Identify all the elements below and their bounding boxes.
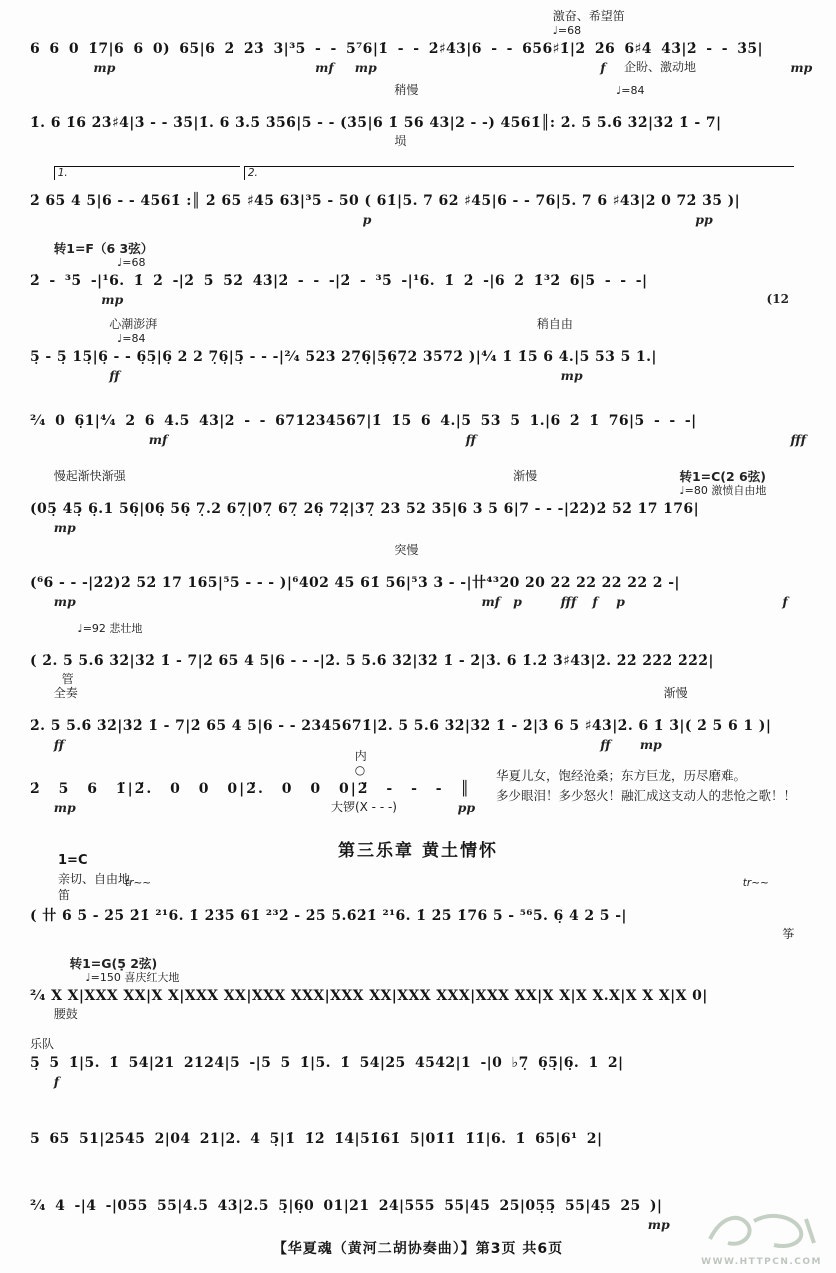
annotation-text: (12 — [766, 292, 789, 306]
line-dynamics — [30, 293, 822, 311]
expression-marking: 心潮澎湃 — [109, 317, 158, 331]
line-annotations — [30, 84, 822, 112]
key-change: 转1=G(5̣ 2弦) — [69, 956, 158, 971]
notation-line: (05̣ 45̣ 6̣.1 56̣|06̣ 56̣ 7̣.2 67̣|07̣ 67̣ 26̣ 72̣|37̣ 23 52 35|6 3 5 6|7 - - -|2̇2̇)2̇ 52̇ 17 176| — [30, 501, 700, 517]
dynamic-marking: fff — [560, 594, 577, 609]
music-line-6 — [30, 382, 822, 451]
volta-bracket: 1. — [54, 166, 240, 180]
line-annotations — [30, 318, 822, 346]
dynamic-marking: mp — [354, 60, 377, 75]
line-dynamics — [30, 521, 822, 539]
lyric-caption — [496, 766, 826, 806]
line-annotations — [30, 544, 822, 572]
movement-title: 第三乐章 黄土情怀 — [338, 841, 498, 861]
tempo-marking: ♩=92 悲壮地 — [77, 622, 143, 635]
expression-marking: 亲切、自由地 — [58, 872, 131, 886]
line-annotations — [30, 877, 822, 905]
ornament-trill: tr~~ — [125, 877, 152, 889]
line-annotations — [30, 687, 822, 715]
dynamic-marking: fff — [790, 432, 807, 447]
dynamic-marking: f — [600, 60, 606, 75]
expression-marking: 筝 — [782, 927, 795, 941]
expression-marking: 全奏 — [53, 686, 78, 700]
tempo-marking: ♩=68 — [117, 256, 146, 269]
lyric-caption-line2: 多少眼泪！多少怒火！融汇成这支动人的悲怆之歌！！ — [496, 788, 797, 803]
music-line-7 — [30, 470, 822, 539]
dynamic-marking: ff — [109, 368, 120, 383]
dynamic-marking: mp — [53, 800, 76, 815]
expression-marking: ○ — [354, 763, 366, 777]
tempo-marking: ♩=84 — [117, 332, 146, 345]
dynamic-marking: mf — [315, 60, 334, 75]
dynamic-marking: mp — [53, 594, 76, 609]
dynamic-marking: mp — [790, 60, 813, 75]
dynamic-marking: mp — [93, 60, 116, 75]
music-line-13 — [30, 957, 822, 1026]
key-change: 转1=C(2 6弦) — [679, 469, 766, 484]
expression-marking: 企盼、激动地 — [624, 60, 697, 74]
dynamic-marking: p — [616, 594, 625, 609]
expression-marking: 内 — [354, 749, 367, 763]
notation-line: 5̣ - 5̣ 15̣|6̣ - - 6̣5̣|6̣ 2 2 7̣6̣|5̣ - - -|²⁄₄ 523 27̣6̣|5̣6̣7̣2 3572̇ )|⁴⁄₄ 1̇ 1̇5 6 4.|5 53 5 1.| — [30, 349, 657, 365]
tempo-marking: ♩=68 — [552, 24, 582, 37]
dynamic-marking: mp — [101, 292, 124, 307]
dynamic-marking: ff — [465, 432, 476, 447]
music-line-2 — [30, 84, 822, 153]
dynamic-marking: pp — [695, 212, 713, 227]
line-annotations — [30, 382, 822, 410]
watermark-logo — [702, 1209, 822, 1253]
watermark-url: WWW.HTTPCN.COM — [701, 1257, 822, 1267]
line-dynamics — [30, 213, 822, 231]
key-change: 转1=F（6 3弦） — [53, 241, 154, 256]
key-signature: 1=C — [58, 853, 88, 868]
line-annotations — [30, 10, 822, 38]
ornament-trill: tr~~ — [742, 877, 769, 889]
instrument-label: 笛 — [58, 888, 71, 902]
dynamic-marking: p — [362, 212, 372, 227]
notation-line: ²⁄₄ X X|XXX XX|X X|XXX XX|XXX XXX|XXX XX|XXX XXX|XXX XX|X X|X X.X|X X X|X 0| — [30, 988, 708, 1004]
page-footer: 【华夏魂（黄河二胡协奏曲）】第3页 共6页 — [272, 1241, 564, 1257]
expression-marking: 管 — [61, 672, 74, 686]
notation-line: ( 2̇. 5 5.6̇ 3̇2̇|3̇2̇ 1̇ - 7|2̇ 65 4 5|6 - - -|2̇. 5 5.6̇ 3̇2̇|3̇2̇ 1̇ - 2̇|3̇. 6 1̇.2̇ 3̇♯4̇3|2̇. 2̇2̇ 2̇2̇2̇ 2̇2̇2̇| — [30, 653, 714, 669]
volta-bracket: 2. — [244, 166, 794, 180]
line-dynamics — [30, 595, 822, 613]
dynamic-marking: p — [513, 594, 522, 609]
line-annotations — [30, 470, 822, 498]
notation-line: 6 6 0 1̇7|6 6 0) 65|6 2̇ 2̇3̇ 3|³5 - - 5⁷6|1̇ - - 2̇♯4̇3|6 - - 656♯1̇|2̇ 2̇6 6♯4̇ 4̇3̇|2̇ - - 3̇5̇| — [30, 41, 764, 57]
notation-line: 2̇ 65 4 5|6 - - 4561̇ :║ 2̇ 65 ♯45 63|³5 - 50 ( 61̇|5. 7 62 ♯45|6 - - 76|5. 7 6 ♯43|2 0 72̇ 3̇5̇ )| — [30, 193, 741, 209]
tempo-marking: ♩=150 喜庆红大地 — [85, 971, 180, 984]
line-annotations — [30, 1024, 822, 1052]
dynamic-marking: f — [782, 594, 788, 609]
line-annotations — [30, 1100, 822, 1128]
watermark — [632, 1209, 822, 1267]
lyric-caption-line1: 华夏儿女，饱经沧桑；东方巨龙，历尽磨难。 — [496, 768, 747, 783]
expression-marking: 突慢 — [394, 543, 419, 557]
music-line-3 — [30, 162, 822, 231]
dynamic-marking: pp — [457, 800, 476, 815]
notation-line: 2̇ 5 6 1̈|2̈. 0 0 0|2̈. 0 0 0|2̈ - - - ║ — [30, 781, 471, 797]
notation-line: 5 65 51|2545 2|04 21|2. 4 5̣|1̇ 1̇2̇ 1̇4|51̇61̇ 5|01̇1̇ 1̇1̇|6. 1̇ 65|6¹ 2| — [30, 1131, 603, 1147]
expression-marking: 大锣(X - - -) — [330, 800, 397, 814]
music-line-10 — [30, 687, 822, 756]
notation-line: ( 卄 6̇ 5̇ - 2̇5̇ 2̇1̇ ²¹6. 1̇ 2̇3̇5̇ 61̇ ²³2̇ - 2̇5̇ 5̇.6̇2̇1̇ ²¹6. 1̇ 2̇5̇ 1̇76 5 - ⁵⁶5. 6̣ 4 2 5̇ -| — [30, 908, 627, 924]
notation-line: ²⁄₄ 4 -|4 -|055 55|4.5 43|2.5 5̣|6̣0 01|21 24|555 55|45 25|05̣5̣ 55|45 25 )| — [30, 1198, 663, 1214]
expression-marking: 腰鼓 — [53, 1007, 78, 1021]
music-line-12 — [30, 877, 822, 946]
tempo-marking: ♩=84 — [616, 84, 645, 97]
music-line-15 — [30, 1100, 822, 1169]
expression-marking: 渐慢 — [663, 686, 688, 700]
music-line-9 — [30, 622, 822, 691]
line-annotations — [30, 162, 822, 190]
music-line-8 — [30, 544, 822, 613]
line-dynamics — [30, 1075, 822, 1093]
dynamic-marking: f — [53, 1074, 60, 1089]
music-line-1 — [30, 10, 822, 79]
dynamic-marking: ff — [53, 737, 65, 752]
dynamic-marking: ff — [600, 737, 611, 752]
line-dynamics — [30, 61, 822, 79]
line-dynamics — [30, 135, 822, 153]
notation-line: 5̣ 5 1̇|5. 1̇ 54|21 2124|5 -|5 5 1̇|5. 1̇ 54|25 4542|1 -|0 ♭7̣ 6̣5̣|6̣. 1 2| — [30, 1055, 624, 1071]
line-annotations — [30, 242, 822, 270]
line-dynamics — [30, 433, 822, 451]
dynamic-marking: mf — [481, 594, 501, 609]
dynamic-marking: f — [592, 594, 598, 609]
expression-marking: 乐队 — [30, 1037, 55, 1051]
line-annotations — [30, 1167, 822, 1195]
music-line-5 — [30, 318, 822, 387]
notation-line: ²⁄₄ 0 6̣1|⁴⁄₄ 2 6 4.5 43|2 - - 671234567|1̇ 1̇5 6 4.|5 53 5 1.|6 2̇ 1̇ 76|5 - - -| — [30, 413, 697, 429]
dynamic-marking: mp — [639, 737, 662, 752]
notation-line: 2̇ - ³5̇ -|¹6. 1̇ 2̇ -|2̇ 5̇ 5̇2̇ 4̇3̇|2̇ - - -|2̇ - ³5̇ -|¹6. 1̇ 2̇ -|6 2̇ 1̇³2̇ 6|5 - - -| — [30, 273, 648, 289]
line-annotations — [30, 957, 822, 985]
line-dynamics — [30, 928, 822, 946]
music-line-4 — [30, 242, 822, 311]
tempo-marking: ♩=80 激愤自由地 — [679, 484, 767, 497]
music-line-14 — [30, 1024, 822, 1093]
dynamic-marking: mf — [148, 432, 168, 447]
notation-line: (⁶6 - - -|2̇2̇)2̇ 52̇ 17 165|⁵5 - - - )|⁶402 45 61̇ 56|⁵3 3 - -|卄⁴³20 20 22 22 22 22 2 -| — [30, 575, 680, 591]
expression-marking: 稍自由 — [536, 317, 573, 331]
expression-marking: 埙 — [394, 134, 407, 148]
notation-line: 1̇. 6 1̇6 2̇3̇♯4̇|3̇ - - 3̇5̇|1̇. 6 3̇.5̇ 3̇5̇6̇|5 - - (3̇5̇|6 1̇ 56 43|2 - -) 4561̇║: 2̇. 5̇ 5̇.6̇ 3̇2̇|3̇2̇ 1̇ - 7| — [30, 115, 722, 131]
line-annotations — [30, 622, 822, 650]
expression-marking: 渐慢 — [513, 469, 538, 483]
notation-line: 2̇. 5 5.6̇ 3̇2̇|3̇2̇ 1̇ - 7|2̇ 65 4 5|6 - - 2345671̇|2̇. 5 5.6̇ 3̇2̇|3̇2̇ 1̇ - 2̇|3̇ 6 5 ♯4̇3̇|2̇. 6 1̇ 3̇|( 2̇ 5 6 1 )| — [30, 718, 772, 734]
expression-marking: 稍慢 — [394, 83, 419, 97]
expression-marking: 慢起渐快渐强 — [53, 469, 126, 483]
dynamic-marking: mp — [53, 520, 76, 535]
expression-marking: 激奋、希望笛 — [552, 9, 625, 23]
dynamic-marking: mp — [560, 368, 583, 383]
dynamic-marking: mp — [647, 1217, 670, 1232]
